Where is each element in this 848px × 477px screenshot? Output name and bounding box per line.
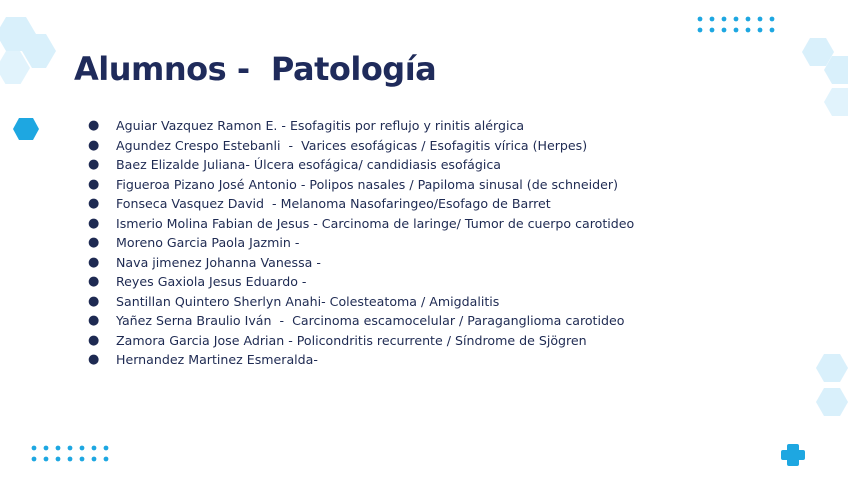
student-entry: Baez Elizalde Juliana- Úlcera esofágica/ candidiasis esofágica <box>116 157 501 172</box>
list-item <box>88 136 634 156</box>
student-entry: Figueroa Pizano José Antonio - Polipos nasales / Papiloma sinusal (de schneider) <box>116 176 618 192</box>
bullet-icon: ● <box>88 157 100 172</box>
bullet-icon: ● <box>88 137 100 153</box>
bullet-icon: ● <box>88 118 100 133</box>
list-item <box>88 116 634 136</box>
list-item <box>88 253 634 273</box>
bullet-icon: ● <box>88 293 100 309</box>
bullet-icon: ● <box>88 254 100 270</box>
hexagon-icon <box>12 117 40 141</box>
list-item <box>88 194 634 214</box>
student-entry: Nava jimenez Johanna Vanessa - <box>116 254 321 270</box>
bullet-icon: ● <box>88 313 100 328</box>
student-entry: Reyes Gaxiola Jesus Eduardo - <box>116 274 307 289</box>
list-item <box>88 175 634 195</box>
list-item <box>88 155 634 175</box>
plus-icon <box>781 442 807 468</box>
student-entry: Yañez Serna Braulio Iván - Carcinoma escamocelular / Paraganglioma carotideo <box>116 313 625 328</box>
list-item <box>88 350 634 370</box>
student-entry: Santillan Quintero Sherlyn Anahi- Colesteatoma / Amigdalitis <box>116 293 500 309</box>
list-item <box>88 331 634 351</box>
student-entry: Fonseca Vasquez David - Melanoma Nasofaringeo/Esofago de Barret <box>116 196 551 211</box>
hexagon-cluster-top-right-icon <box>798 36 848 118</box>
hexagon-cluster-top-left-icon <box>0 14 60 84</box>
bullet-icon: ● <box>88 215 100 231</box>
student-entry: Zamora Garcia Jose Adrian - Policondritis recurrente / Síndrome de Sjögren <box>116 332 587 348</box>
slide-title: Alumnos - Patología <box>74 50 437 88</box>
bullet-icon: ● <box>88 274 100 289</box>
student-entry: Hernandez Martinez Esmeralda- <box>116 352 318 367</box>
student-entry: Agundez Crespo Estebanli - Varices esofágicas / Esofagitis vírica (Herpes) <box>116 137 588 153</box>
student-entry: Aguiar Vazquez Ramon E. - Esofagitis por reflujo y rinitis alérgica <box>116 118 525 133</box>
student-entry: Ismerio Molina Fabian de Jesus - Carcinoma de laringe/ Tumor de cuerpo carotideo <box>116 215 635 231</box>
dot-grid-bottom-left-icon <box>30 444 114 464</box>
bullet-icon: ● <box>88 196 100 211</box>
student-entry: Moreno Garcia Paola Jazmin - <box>116 235 300 250</box>
list-item <box>88 233 634 253</box>
list-item <box>88 272 634 292</box>
student-list <box>88 116 634 370</box>
list-item <box>88 311 634 331</box>
list-item <box>88 214 634 234</box>
hexagon-cluster-bottom-right-icon <box>806 352 848 420</box>
bullet-icon: ● <box>88 352 100 367</box>
bullet-icon: ● <box>88 235 100 250</box>
list-item <box>88 292 634 312</box>
bullet-icon: ● <box>88 332 100 348</box>
dot-grid-top-right-icon <box>696 15 780 35</box>
bullet-icon: ● <box>88 176 100 192</box>
